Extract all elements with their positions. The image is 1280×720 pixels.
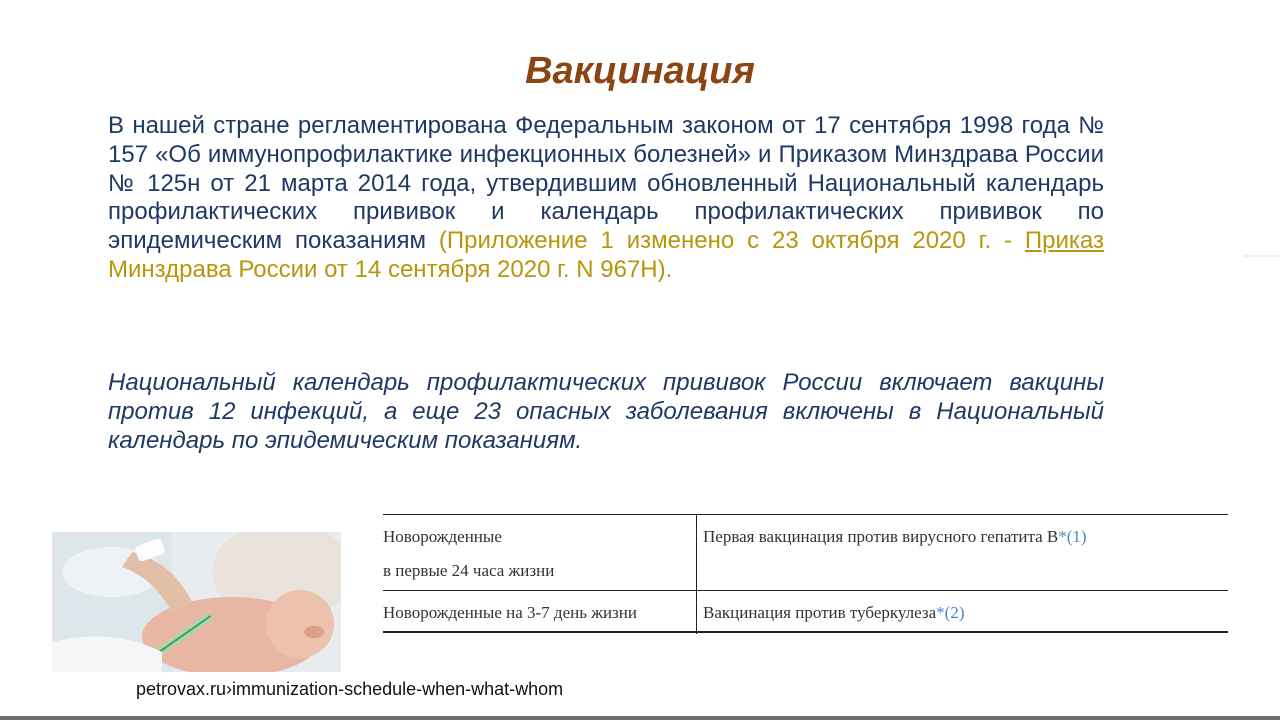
table-column-divider <box>696 514 697 634</box>
edge-mark <box>1244 255 1280 257</box>
paragraph-legal-main: В нашей стране регламентирована Федеральным законом от 17 сентября 1998 года № 157 «Об иммунопрофилактике инфекционных болезней» и Приказом Минздрава России № 125н от 21 марта 2014 года, утвердившим обновленный Национальный календарь профилактических прививок и календарь профилактических прививок по эпидемическим показаниям <box>108 112 1104 255</box>
newborn-vaccination-photo <box>52 532 341 672</box>
vaccination-schedule-table <box>383 514 1228 634</box>
table-row-2-vaccination <box>703 596 964 630</box>
table-row-2-note: *(2) <box>936 603 965 622</box>
table-row-1-vaccination-text: Первая вакцинация против вирусного гепатита В <box>703 527 1059 546</box>
table-row-1-note: *(1) <box>1058 527 1087 546</box>
paragraph-legal-amendment: (Приложение 1 изменено с 23 октября 2020 г. - <box>438 227 1025 255</box>
table-row-2-age: Новорожденные на 3-7 день жизни <box>383 603 637 622</box>
paragraph-legal-basis <box>108 112 1104 285</box>
table-row-2-vaccination-text: Вакцинация против туберкулеза <box>703 603 937 622</box>
slide-title: Вакцинация <box>525 50 755 92</box>
source-caption: petrovax.ru›immunization-schedule-when-what-whom <box>136 679 564 699</box>
table-row-1-age-line-2: в первые 24 часа жизни <box>383 561 555 580</box>
table-bottom-border <box>383 631 1228 633</box>
table-row-1-age-line-1: Новорожденные <box>383 527 502 546</box>
bottom-bar <box>0 716 1280 720</box>
paragraph-national-calendar: Национальный календарь профилактических прививок России включает вакцины против 12 инфекций, а еще 23 опасных заболевания включены в Национальный календарь по эпидемическим показаниям. <box>108 369 1104 454</box>
paragraph-legal-amendment-end: Минздрава России от 14 сентября 2020 г. N 967Н). <box>108 255 673 283</box>
table-top-border <box>383 514 1228 515</box>
order-link[interactable]: Приказ <box>1024 227 1104 255</box>
table-row-divider <box>383 590 1228 591</box>
table-row-1-vaccination <box>703 520 1087 554</box>
newborn-illustration <box>52 532 341 672</box>
